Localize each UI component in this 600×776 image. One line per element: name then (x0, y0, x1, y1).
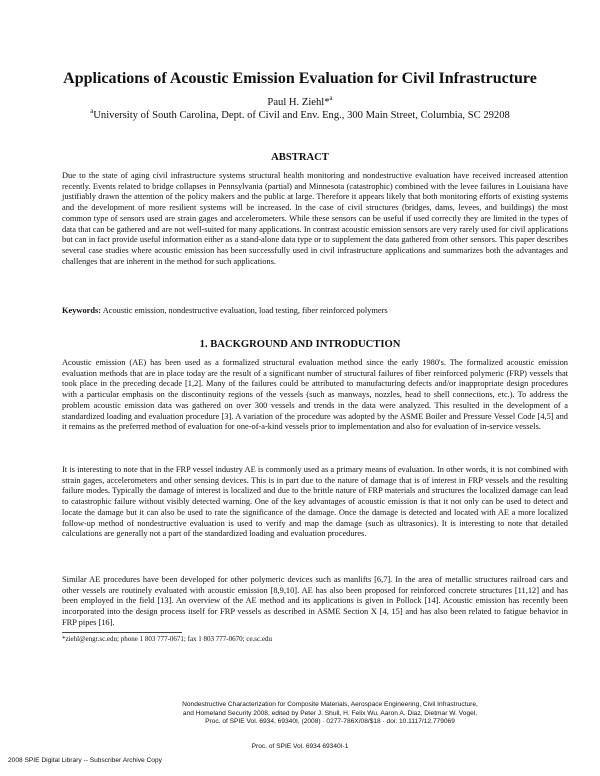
keywords-label: Keywords: (62, 306, 102, 315)
author-affiliation-marker: a (329, 95, 333, 102)
footnote-rule (62, 632, 182, 633)
keywords-line (62, 306, 568, 315)
author-line (0, 97, 600, 108)
section-1-paragraph-1: Acoustic emission (AE) has been used as a formalized structural evaluation method since the early 1980's. The formalized acoustic emission evaluation methods that are in place today are the result of a significant number of structural failures of fiber reinforced polymeric (FRP) vessels that took place in the preceding decade [1,2]. Many of the failures could be attributed to manufacturing defects and/or inappropriate design procedures with a particular emphasis on the discontinuity regions of the vessels (such as manways, nozzles, head to shell connections, etc.). To address the problem acoustic emission data was gathered on over 300 vessels and trends in the data were analyzed. This resulted in the development of a standardized loading and evaluation procedure [3]. A variation of the procedure was adopted by the ASME Boiler and Pressure Vessel Code [4,5] and it remains as the preferred method of evaluation for one-of-a-kind vessels prior to implementation and also for evaluation of in-service vessels. (62, 358, 568, 432)
section-1-paragraph-3: Similar AE procedures have been developed for other polymeric devices such as manlifts [6,7]. In the area of metallic structures railroad cars and other vessels are routinely evaluated with acoustic emission [8,9,10]. AE has also been proposed for reinforced concrete structures [11,12] and has been employed in the field [13]. An overview of the AE method and its applications is given in Pollock [14]. Acoustic emission has recently been incorporated into the design process itself for FRP vessels as described in ASME Section X [4, 15] and has also been related to fatigue behavior in FRP pipes [16]. (62, 575, 568, 627)
author-name: Paul H. Ziehl* (267, 97, 330, 108)
publication-info (140, 701, 520, 727)
page-number: Proc. of SPIE Vol. 6934 69340I-1 (251, 743, 349, 750)
publication-info-line-3: Proc. of SPIE Vol. 6934, 69340I, (2008) · 0277-786X/08/$18 · doi: 10.1117/12.779069 (205, 718, 455, 725)
abstract-text: Due to the state of aging civil infrastructure systems structural health monitoring and nondestructive evaluation have received increased attention recently. Events related to bridge collapses in Pennsylvania (partial) and Minnesota (catastrophic) combined with the levee failures in Louisiana have justifiably drawn the attention of the policy makers and the public at large. Therefore it appears likely that both monitoring efforts of existing systems and the development of more resilient systems will be increased. In the case of civil structures (bridges, dams, levees, and buildings) the most common type of sensors used are strain gages and accelerometers. While these sensors can be useful if used correctly they are limited in the types of data that can be gathered and are not well-suited for many applications. In contrast acoustic emission sensors are very rarely used for civil applications but can in fact provide useful information either as a stand-alone data type or to supplement the data gathered from other sensors. This paper describes several case studies where acoustic emission has been successfully used in civil infrastructure applications and summarizes both the advantages and challenges that are inherent in the method for such applications. (62, 171, 568, 266)
affiliation-text: University of South Carolina, Dept. of Civil and Env. Eng., 300 Main Street, Columbia, SC 29208 (93, 110, 510, 121)
library-notice: 2008 SPIE Digital Library -- Subscriber Archive Copy (8, 757, 162, 764)
author-footnote: *ziehl@engr.sc.edu; phone 1 803 777-0671; fax 1 803 777-0670; ce.sc.edu (62, 635, 272, 643)
publication-info-line-2: and Homeland Security 2008, edited by Peter J. Shull, H. Felix Wu, Aaron A. Diaz, Dietmar W. Vogel, (182, 709, 478, 717)
section-1-paragraph-2: It is interesting to note that in the FRP vessel industry AE is commonly used as a primary means of evaluation. In other words, it is not combined with strain gages, accelerometers and other sensing devices. This is in part due to the nature of damage that is of interest in FRP vessels and the resulting failure modes. Typically the damage of interest is localized and due to the brittle nature of FRP materials and structures the localized damage can lead to catastrophic failure without visibly detected warning. One of the key advantages of acoustic emission is that it not only can be used to detect and locate the damage but it can also be used to rate the significance of the damage. Once the damage is detected and located with AE a more localized follow-up method of nondestructive evaluation is used to verify and map the damage (such as ultrasonics). It is interesting to note that detailed calculations are generally not a part of the standardized loading and evaluation procedures. (62, 465, 568, 539)
affiliation-line (0, 110, 600, 121)
keywords-text: Acoustic emission, nondestructive evaluation, load testing, fiber reinforced polymers (102, 306, 388, 315)
affiliation-marker: a (90, 108, 94, 115)
section-1-heading: 1. BACKGROUND AND INTRODUCTION (199, 339, 401, 350)
paper-title: Applications of Acoustic Emission Evaluation for Civil Infrastructure (63, 70, 537, 87)
abstract-heading: ABSTRACT (271, 152, 329, 163)
publication-info-line-1: Nondestructive Characterization for Composite Materials, Aerospace Engineering, Civil Infrastructure, (182, 701, 478, 708)
